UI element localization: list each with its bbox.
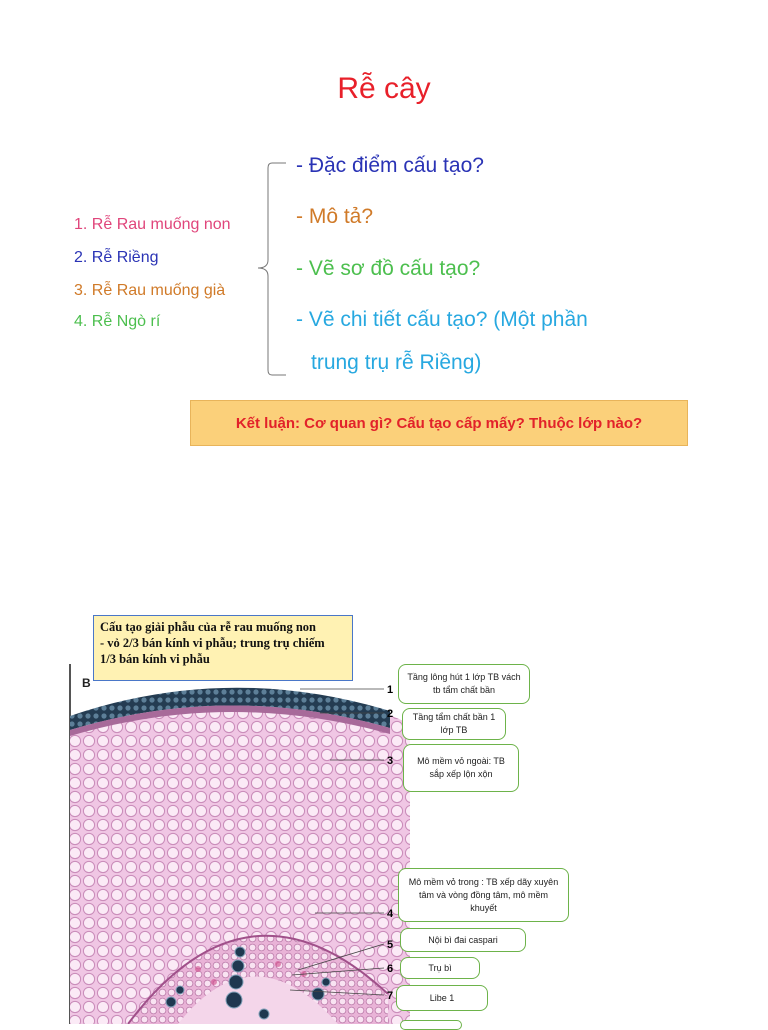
label-endodermis: Nội bì đai caspari xyxy=(400,928,526,952)
caption-line-3: 1/3 bán kính vi phẫu xyxy=(100,652,210,666)
label-suberized-layer: Tầng tẩm chất bần 1 lớp TB xyxy=(402,708,506,740)
label-partial xyxy=(400,1020,462,1030)
label-outer-cortex: Mô mềm vỏ ngoài: TB sắp xếp lộn xộn xyxy=(403,744,519,792)
question-diagram: - Vẽ sơ đồ cấu tạo? xyxy=(296,257,481,280)
sample-item-3: 3. Rễ Rau muống già xyxy=(74,282,226,299)
label-pericycle: Trụ bì xyxy=(400,957,480,979)
marker-4: 4 xyxy=(387,908,394,920)
sample-item-1: 1. Rễ Rau muống non xyxy=(74,216,231,233)
question-detail: - Vẽ chi tiết cấu tạo? (Một phần xyxy=(296,308,588,331)
figure-letter: B xyxy=(82,676,91,690)
label-root-hair-layer: Tầng lông hút 1 lớp TB vách tb tẩm chất bần xyxy=(398,664,530,704)
sample-item-2: 2. Rễ Riềng xyxy=(74,249,159,266)
conclusion-box: Kết luận: Cơ quan gì? Cấu tạo cấp mấy? Thuộc lớp nào? xyxy=(190,400,688,446)
marker-5: 5 xyxy=(387,939,394,951)
marker-3: 3 xyxy=(387,755,394,767)
label-phloem: Libe 1 xyxy=(396,985,488,1011)
marker-6: 6 xyxy=(387,963,394,975)
label-inner-cortex: Mô mềm vỏ trong : TB xếp dãy xuyên tâm và vòng đồng tâm, mô mềm khuyết xyxy=(398,868,569,922)
page-title: Rễ cây xyxy=(337,72,431,105)
marker-2: 2 xyxy=(387,708,394,720)
question-structure: - Đặc điểm cấu tạo? xyxy=(296,154,484,177)
caption-line-2: - vỏ 2/3 bán kính vi phẫu; trung trụ chiếm xyxy=(100,636,325,650)
caption-line-1: Cấu tạo giải phẫu của rễ rau muống non xyxy=(100,620,317,634)
marker-1: 1 xyxy=(387,684,394,696)
question-detail-continued: trung trụ rễ Riềng) xyxy=(311,351,482,374)
sample-item-4: 4. Rễ Ngò rí xyxy=(74,313,161,330)
question-describe: - Mô tả? xyxy=(296,205,374,228)
marker-7: 7 xyxy=(387,990,394,1002)
